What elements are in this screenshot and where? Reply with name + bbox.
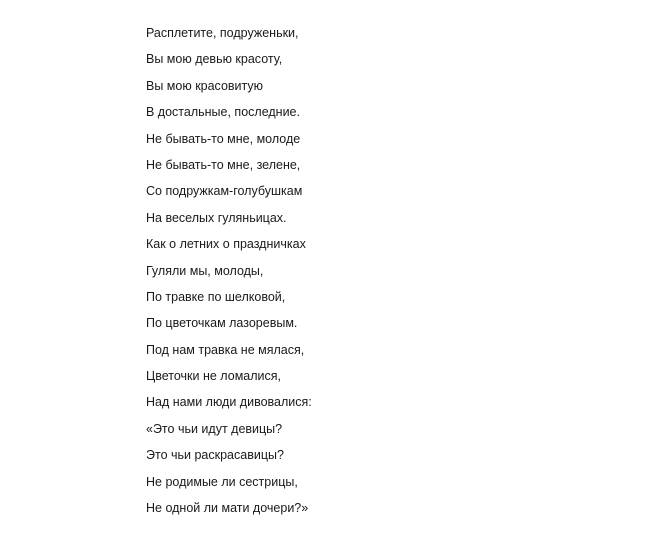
poem-line: В достальные, последние. bbox=[146, 105, 300, 120]
poem-line: Гуляли мы, молоды, bbox=[146, 263, 264, 278]
poem-text bbox=[146, 24, 312, 525]
poem-line: Как о летних о праздничках bbox=[146, 237, 306, 252]
poem-line: Вы мою девью красоту, bbox=[146, 52, 283, 67]
poem-line: По цветочкам лазоревым. bbox=[146, 316, 298, 331]
poem-line: Со подружкам-голубушкам bbox=[146, 184, 303, 199]
poem-line: Над нами люди дивовалися: bbox=[146, 395, 312, 410]
poem-line: «Это чьи идут девицы? bbox=[146, 421, 283, 436]
poem-line: На веселых гуляньицах. bbox=[146, 210, 287, 225]
poem-line: Не родимые ли сестрицы, bbox=[146, 474, 298, 489]
poem-line: Под нам травка не мялася, bbox=[146, 342, 305, 357]
poem-line: Вы мою красовитую bbox=[146, 78, 264, 93]
poem-line: Не бывать-то мне, молоде bbox=[146, 131, 301, 146]
poem-line: Не бывать-то мне, зелене, bbox=[146, 157, 301, 172]
poem-line: Не одной ли мати дочери?» bbox=[146, 501, 309, 516]
poem-line: Цветочки не ломалися, bbox=[146, 369, 282, 384]
poem-line: Расплетите, подруженьки, bbox=[146, 26, 299, 40]
poem-line: Это чьи раскрасавицы? bbox=[146, 448, 284, 463]
poem-line: По травке по шелковой, bbox=[146, 289, 286, 304]
